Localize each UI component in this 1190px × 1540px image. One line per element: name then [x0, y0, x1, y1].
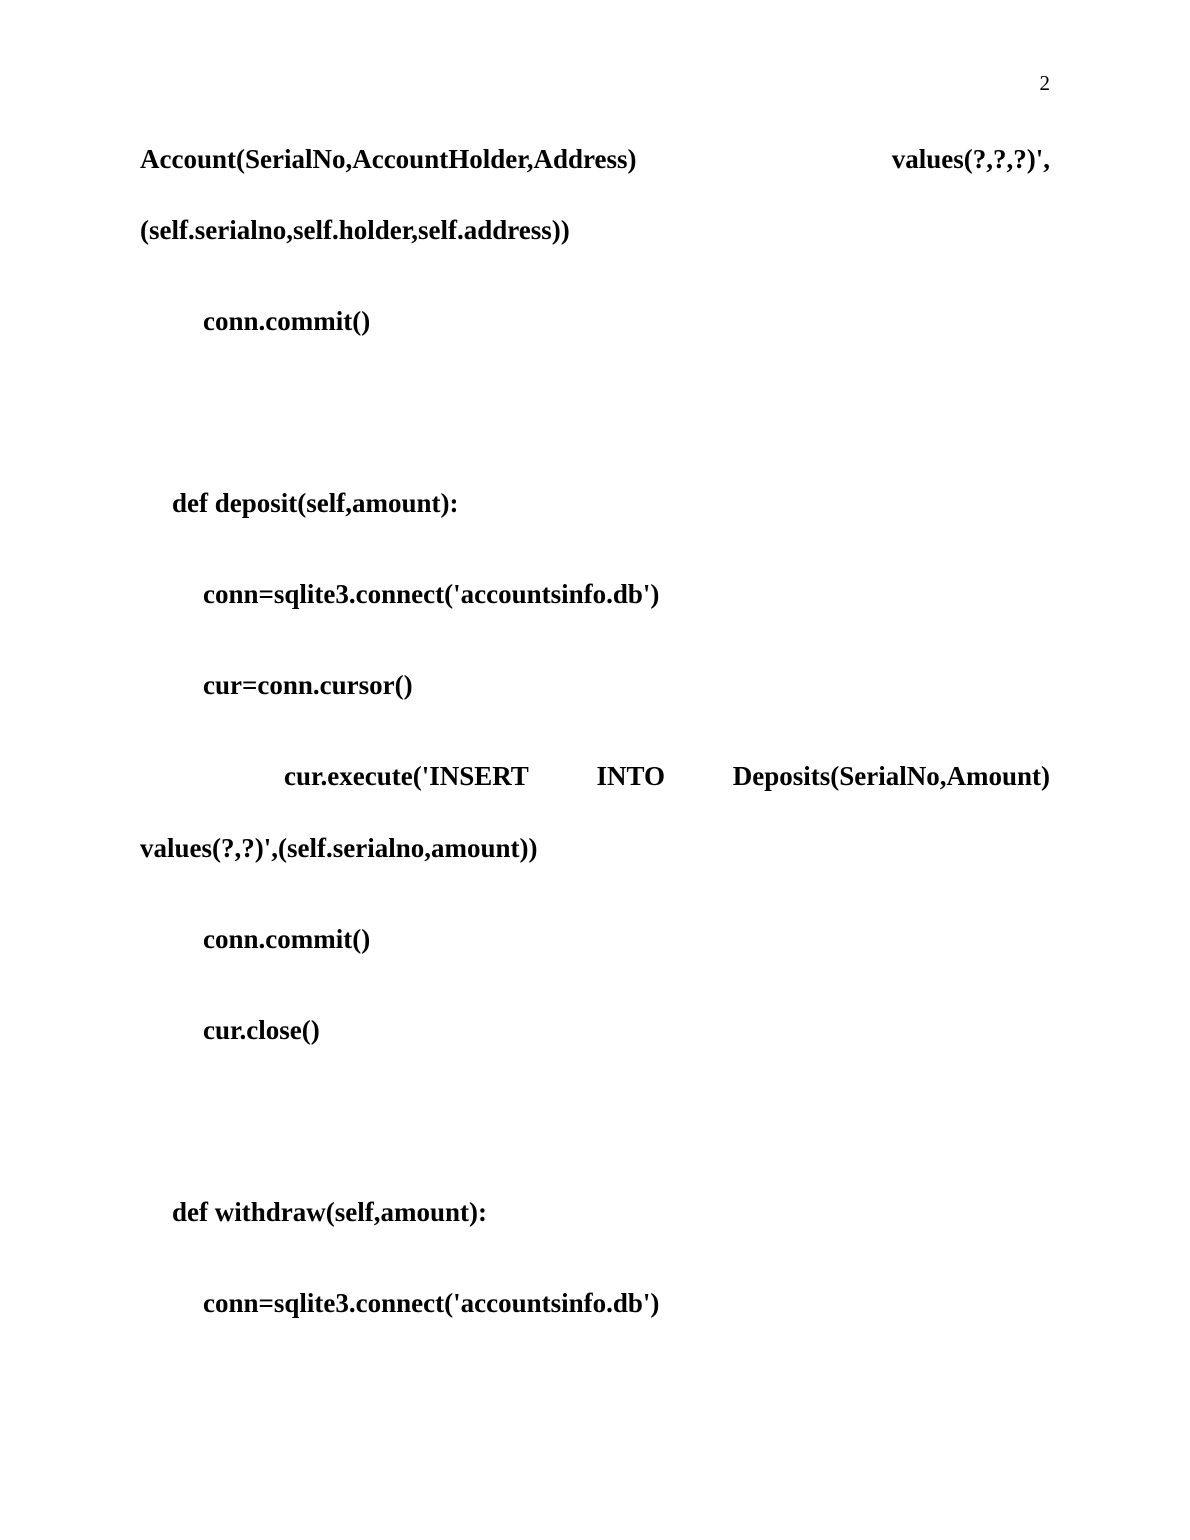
- code-line-3: conn.commit(): [203, 306, 371, 336]
- code-line-12: conn=sqlite3.connect('accountsinfo.db'): [203, 1288, 660, 1318]
- code-line-4: def deposit(self,amount):: [172, 488, 459, 518]
- code-line-7: [284, 760, 1050, 792]
- code-line-8: values(?,?)',(self.serialno,amount)): [140, 833, 538, 863]
- code-line-9: conn.commit(): [203, 924, 371, 954]
- page-number: 2: [1039, 71, 1050, 95]
- code-line-1: [140, 143, 1050, 175]
- code-line-7-part-1: cur.execute('INSERT: [284, 761, 529, 791]
- code-line-1-part-1: Account(SerialNo,AccountHolder,Address): [140, 144, 637, 174]
- code-line-2: (self.serialno,self.holder,self.address)): [140, 215, 570, 245]
- code-line-11: def withdraw(self,amount):: [172, 1197, 487, 1227]
- code-line-1-part-2: values(?,?,?)',: [891, 144, 1050, 174]
- code-line-5: conn=sqlite3.connect('accountsinfo.db'): [203, 579, 660, 609]
- code-line-6: cur=conn.cursor(): [203, 670, 413, 700]
- code-line-7-part-3: Deposits(SerialNo,Amount): [732, 761, 1050, 791]
- code-line-7-part-2: INTO: [596, 761, 666, 791]
- code-line-10: cur.close(): [203, 1015, 320, 1045]
